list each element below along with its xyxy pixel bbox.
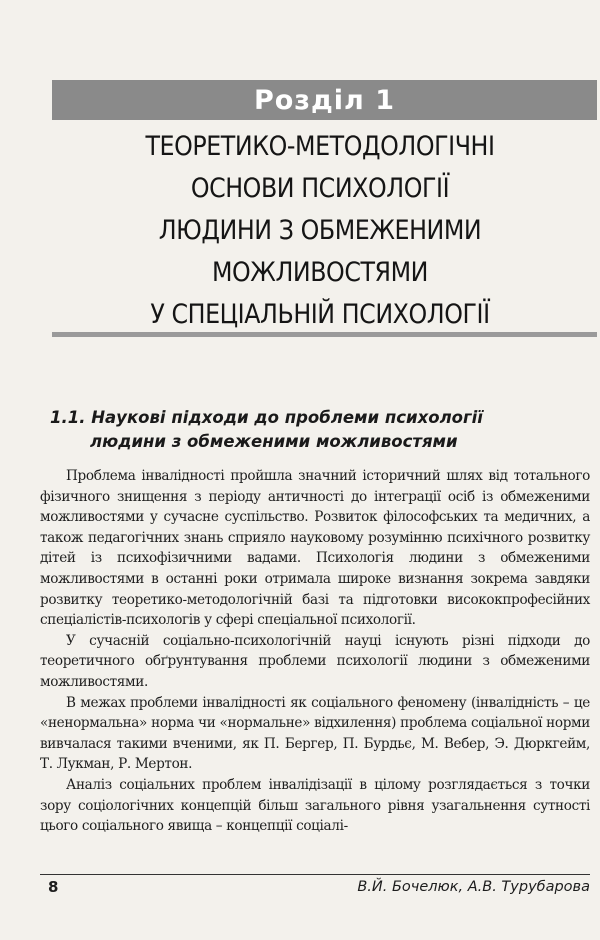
- chapter-title: [74, 126, 567, 336]
- chapter-title-line: У СПЕЦІАЛЬНІЙ ПСИХОЛОГІЇ: [150, 299, 490, 330]
- chapter-label: Розділ 1: [253, 84, 396, 116]
- chapter-title-line: ОСНОВИ ПСИХОЛОГІЇ: [190, 173, 450, 204]
- chapter-label-bar: [52, 80, 597, 120]
- running-footer-authors: В.Й. Бочелюк, А.В. Турубарова: [357, 879, 590, 895]
- chapter-title-line: МОЖЛИВОСТЯМИ: [211, 257, 429, 288]
- chapter-title-line: ЛЮДИНИ З ОБМЕЖЕНИМИ: [158, 215, 482, 246]
- paragraph: Аналіз соціальних проблем інвалідізації в цілому розглядається з точки зору соціологічних концепцій більш загального рівня узагальнення сутності цього соціального явища – концепції соціалі-: [40, 776, 590, 835]
- section-heading-line: людини з обмеженими можливостями: [90, 432, 458, 451]
- section-heading-line: 1.1. Наукові підходи до проблеми психології: [50, 408, 483, 427]
- paragraph: В межах проблеми інвалідності як соціального феномену (інвалідність – це «ненормальна» норма чи «нормальне» відхилення) проблема соціальної норми вивчалася такими вченими, як П. Бергер, П. Бурдьє, М. Вебер, Э. Дюркгейм, Т. Лукман, Р. Мертон.: [40, 694, 590, 773]
- section-heading: [40, 406, 600, 454]
- paragraph: У сучасній соціально-психологічній науці існують різні підходи до теоретичного обґрунтування проблеми психології людини з обмеженими можливостями.: [40, 632, 590, 690]
- title-divider: [52, 332, 597, 337]
- page-number: 8: [48, 878, 59, 896]
- paragraph: Проблема інвалідності пройшла значний історичний шлях від тотального фізичного знищення з періоду античності до інтеграції осіб із обмеженими можливостями у сучасне суспільство. Розвиток філософських та медичних, а також педагогічних знань сприяло науковому розумінню психічного розвитку дітей із психофізичними вадами. Психологія людини з обмеженими можливостями в останні роки отримала широке визнання зокрема завдяки розвитку теоретико-методологічній базі та підготовки висококпрофесійних спеціалістів-психологів у сфері спеціальної психології.: [40, 468, 590, 629]
- body-text: [40, 466, 590, 837]
- page-footer: [40, 874, 590, 899]
- chapter-title-line: ТЕОРЕТИКО-МЕТОДОЛОГІЧНІ: [145, 131, 495, 162]
